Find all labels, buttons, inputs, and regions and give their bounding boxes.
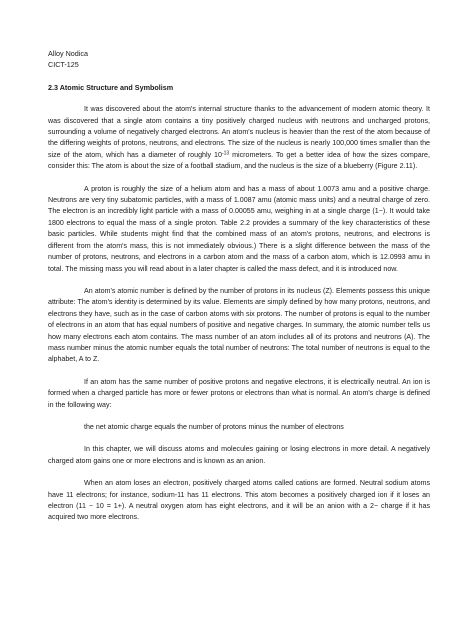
paragraph-text: micrometers. To get a better idea of how the sizes compare, consider this: The atom is about the size of a football stadium, and the nucleus is the size of a blueberry (Figure 2.11). <box>48 150 430 171</box>
document-page <box>48 48 430 535</box>
paragraph-atomic-number: An atom's atomic number is defined by the number of protons in its nucleus (Z). Elements possess this unique attribute: The atom's identity is determined by its value. Elements are simply defined by how many protons, neutrons, and electrons they have, such as in the case of carbon atoms with six protons. The number of protons is equal to the number of electrons in an atom that has equal numbers of positive and negative charges. In summary, the atomic number tells us how many electrons each atom contains. The mass number of an atom includes all of its protons and neutrons (A). The mass number minus the atomic number equals the total number of neutrons: The total number of neutrons is equal to the alphabet, A to Z. <box>48 286 430 364</box>
paragraph-atomic-structure <box>48 104 430 172</box>
charge-formula: the net atomic charge equals the number of protons minus the number of electrons <box>84 422 344 431</box>
paragraph-text: It was discovered about the atom's internal structure thanks to the advancement of modern atomic theory. It was discovered that a single atom contains a tiny positively charged nucleus with neutrons and uncharged protons, surrounding a volume of negatively charged electrons. An atom's nucleus is heavier than the rest of the atom because of the differing weights of protons, neutrons, and electrons. The size of the nucleus is nearly 100,000 times smaller than the size of the atom, which has a diameter of roughly 10 <box>48 105 430 159</box>
paragraph-cations: When an atom loses an electron, positively charged atoms called cations are formed. Neutral sodium atoms have 11 electrons; for instance, sodium-11 has 11 electrons. This atom becomes a positively charged ion if it loses an electron (11 − 10 = 1+). A neutral oxygen atom has eight electrons, and it will be an anion with a 2− charge if it has acquired two more electrons. <box>48 479 430 522</box>
author-name: Alloy Nodica <box>48 49 88 58</box>
paragraph-subatomic-particles: A proton is roughly the size of a helium atom and has a mass of about 1.0073 amu and a positive charge. Neutrons are very tiny subatomic particles, with a mass of 1.0087 amu (atomic mass units) and a neutral charge of zero. The electron is an incredibly light particle with a mass of 0.00055 amu, weighing in at a single charge (1−). It would take 1800 electrons to equal the mass of a single proton. Table 2.2 provides a summary of the key characteristics of these basic particles. While students might find that the combined mass of an atom's protons, neutrons, and electrons is different from the atom's mass, this is not immediately obvious.) There is a slight difference between the mass of the number of protons, neutrons, and electrons in a carbon atom and the mass of a carbon atom, which is 12.0993 amu in total. The missing mass you will read about in a later chapter is called the mass defect, and it is introduced now. <box>48 184 430 273</box>
paragraph-anions: In this chapter, we will discuss atoms and molecules gaining or losing electrons in more detail. A negatively charged atom gains one or more electrons and is known as an anion. <box>48 445 430 465</box>
paragraph-neutral-atoms: If an atom has the same number of positive protons and negative electrons, it is electrically neutral. An ion is formed when a charged particle has more or fewer protons or electrons than what is normal. An atom's charge is defined in the following way: <box>48 377 430 409</box>
exponent: -13 <box>221 150 230 157</box>
section-title: 2.3 Atomic Structure and Symbolism <box>48 82 174 92</box>
course-code: CICT-125 <box>48 60 79 70</box>
